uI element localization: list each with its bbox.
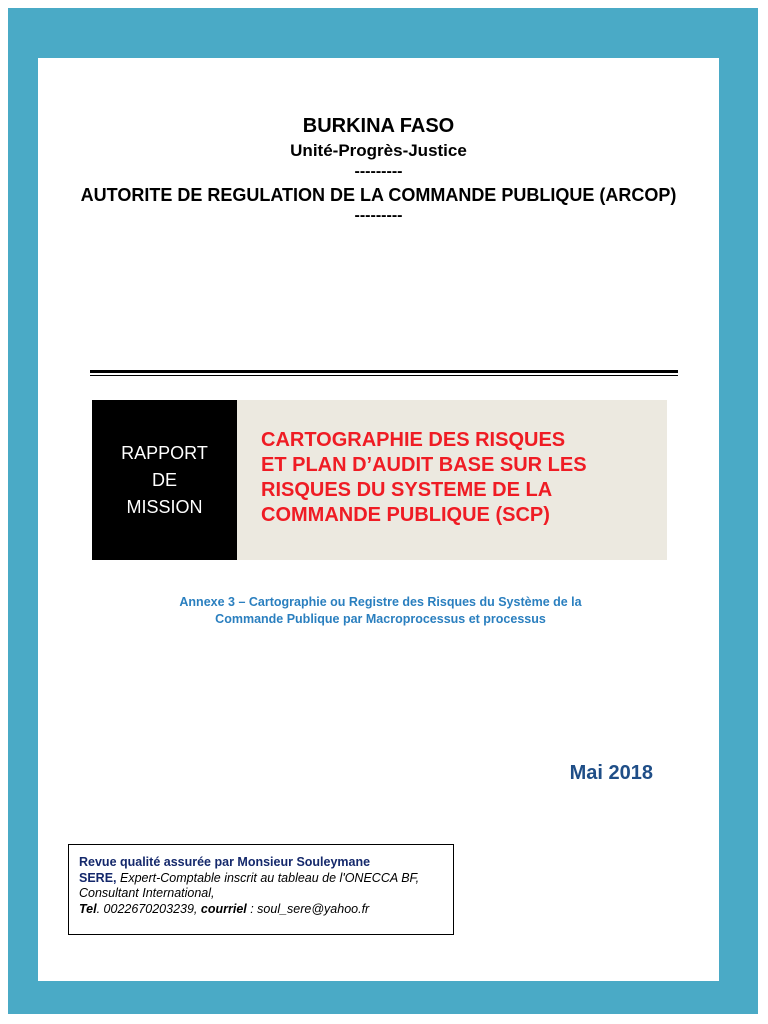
report-title <box>237 400 667 560</box>
annex-subtitle <box>98 594 663 628</box>
tel-value: . 0022670203239, <box>96 901 201 916</box>
email-label: courriel <box>200 901 247 916</box>
annex-line: Annexe 3 – Cartographie ou Registre des Risques du Système de la <box>179 595 582 609</box>
document-page <box>38 58 719 981</box>
header-separator: --------- <box>354 163 403 180</box>
report-type-label <box>92 400 237 560</box>
document-header <box>38 114 719 226</box>
report-date: Mai 2018 <box>569 762 653 784</box>
annex-line: Commande Publique par Macroprocessus et processus <box>215 612 546 626</box>
report-title-line: RISQUES DU SYSTEME DE LA <box>261 479 553 501</box>
divider-thick <box>90 370 678 373</box>
divider-thin <box>90 375 678 376</box>
header-separator: --------- <box>354 207 403 224</box>
report-title-line: ET PLAN D’AUDIT BASE SUR LES <box>261 454 587 476</box>
authority-name: AUTORITE DE REGULATION DE LA COMMANDE PUBLIQUE (ARCOP) <box>80 185 677 205</box>
report-type-line: MISSION <box>126 496 203 517</box>
report-type-line: RAPPORT <box>121 442 208 463</box>
reviewer-credentials: Expert-Comptable inscrit au tableau de l'ONECCA BF, Consultant International, <box>79 870 420 900</box>
reviewer-name: SERE, <box>79 870 117 885</box>
review-intro: Revue qualité assurée par Monsieur Souleymane <box>79 855 371 869</box>
national-motto: Unité-Progrès-Justice <box>290 141 467 160</box>
report-title-line: CARTOGRAPHIE DES RISQUES <box>261 429 566 451</box>
email-value: : soul_sere@yahoo.fr <box>246 901 370 916</box>
country-name: BURKINA FASO <box>302 115 455 137</box>
report-type-line: DE <box>151 469 177 490</box>
tel-label: Tel <box>79 901 97 916</box>
quality-review-box <box>68 844 454 935</box>
title-banner <box>92 400 667 560</box>
report-title-line: COMMANDE PUBLIQUE (SCP) <box>261 504 550 526</box>
